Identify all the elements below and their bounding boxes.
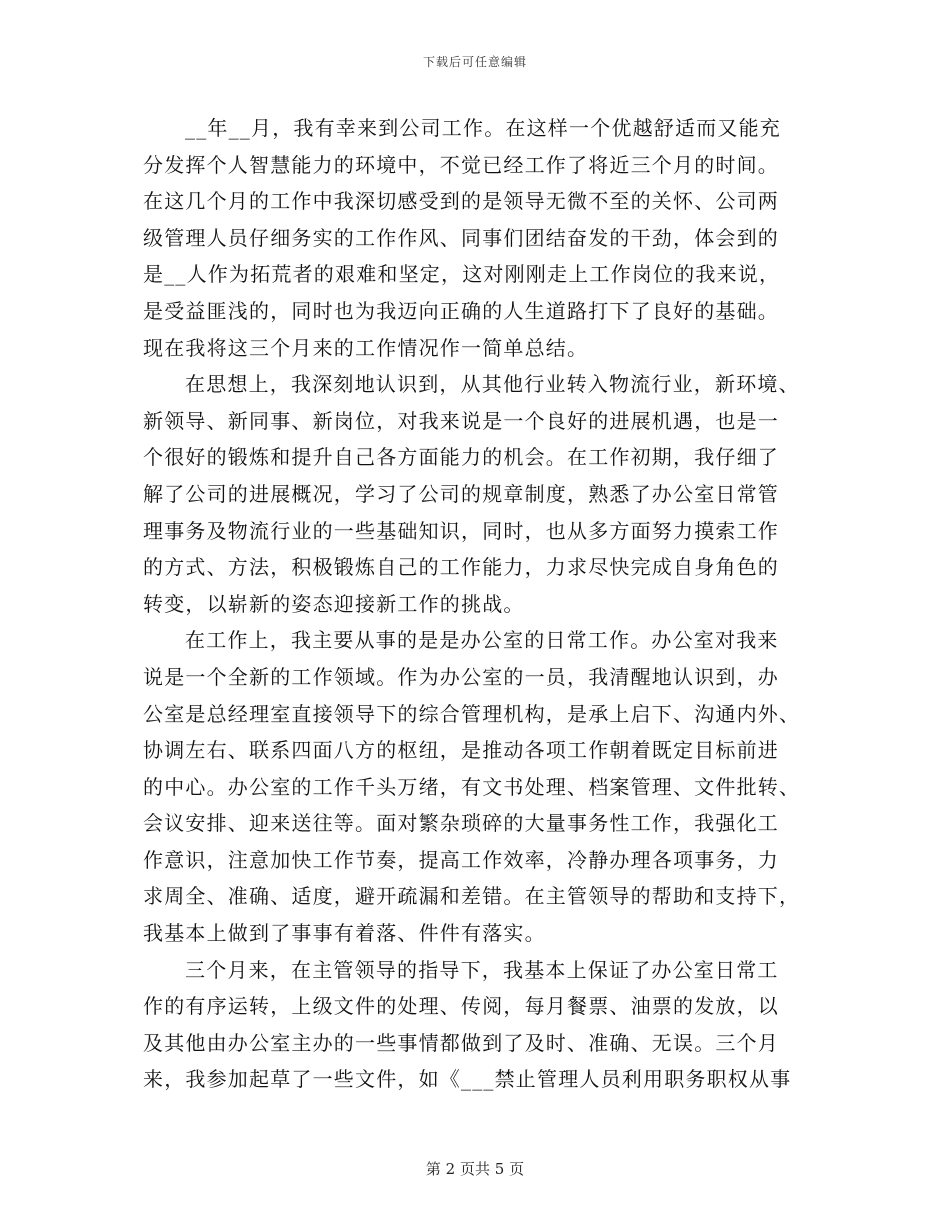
paragraph-line: 是__人作为拓荒者的艰难和坚定，这对刚刚走上工作岗位的我来说，: [143, 262, 781, 287]
page-number-footer: 第 2 页共 5 页: [425, 1160, 525, 1178]
page-header: 下载后可任意编辑: [422, 55, 527, 69]
paragraph-line: 说是一个全新的工作领域。作为办公室的一员，我清醒地认识到，办: [143, 664, 779, 689]
paragraph-line: 在思想上，我深刻地认识到，从其他行业转入物流行业，新环境、: [185, 372, 800, 397]
paragraph-line: 协调左右、联系四面八方的枢纽，是推动各项工作朝着既定目标前进: [143, 738, 779, 763]
paragraph-line: 会议安排、迎来送往等。面对繁杂琐碎的大量事务性工作，我强化工: [143, 811, 779, 836]
paragraph-line: 解了公司的进展概况，学习了公司的规章制度，熟悉了办公室日常管: [143, 481, 779, 506]
paragraph-line: 新领导、新同事、新岗位，对我来说是一个良好的进展机遇，也是一: [143, 408, 779, 433]
paragraph-line: 作意识，注意加快工作节奏，提高工作效率，冷静办理各项事务，力: [143, 847, 779, 872]
paragraph-line: 级管理人员仔细务实的工作作风、同事们团结奋发的干劲，体会到的: [143, 225, 779, 250]
paragraph-line: __年__月，我有幸来到公司工作。在这样一个优越舒适而又能充: [185, 116, 781, 140]
paragraph-line: 在工作上，我主要从事的是是办公室的日常工作。办公室对我来: [185, 628, 779, 653]
paragraph-line: 在这几个月的工作中我深切感受到的是领导无微不至的关怀、公司两: [143, 189, 779, 214]
paragraph-line: 来，我参加起草了一些文件，如《___禁止管理人员利用职务职权从事: [143, 1067, 792, 1092]
paragraph-line: 我基本上做到了事事有着落、件件有落实。: [143, 921, 546, 946]
paragraph-line: 求周全、准确、适度，避开疏漏和差错。在主管领导的帮助和支持下，: [143, 884, 801, 909]
paragraph-line: 是受益匪浅的，同时也为我迈向正确的人生道路打下了良好的基础。: [143, 298, 779, 323]
paragraph-line: 的方式、方法，积极锻炼自己的工作能力，力求尽快完成自身角色的: [143, 555, 779, 580]
paragraph-line: 及其他由办公室主办的一些事情都做到了及时、准确、无误。三个月: [143, 1030, 779, 1055]
paragraph-line: 的中心。办公室的工作千头万绪，有文书处理、档案管理、文件批转、: [143, 774, 801, 799]
paragraph-line: 转变，以崭新的姿态迎接新工作的挑战。: [143, 591, 525, 616]
paragraph-line: 个很好的锻炼和提升自己各方面能力的机会。在工作初期，我仔细了: [143, 445, 779, 470]
paragraph-line: 作的有序运转，上级文件的处理、传阅，每月餐票、油票的发放，以: [143, 994, 779, 1019]
document-body: [143, 110, 815, 1098]
paragraph-line: 现在我将这三个月来的工作情况作一简单总结。: [143, 335, 589, 360]
paragraph-line: 分发挥个人智慧能力的环境中，不觉已经工作了将近三个月的时间。: [143, 152, 779, 177]
paragraph-line: 三个月来，在主管领导的指导下，我基本上保证了办公室日常工: [185, 957, 779, 982]
paragraph-line: 公室是总经理室直接领导下的综合管理机构，是承上启下、沟通内外、: [143, 701, 801, 726]
paragraph-line: 理事务及物流行业的一些基础知识，同时，也从多方面努力摸索工作: [143, 518, 779, 543]
